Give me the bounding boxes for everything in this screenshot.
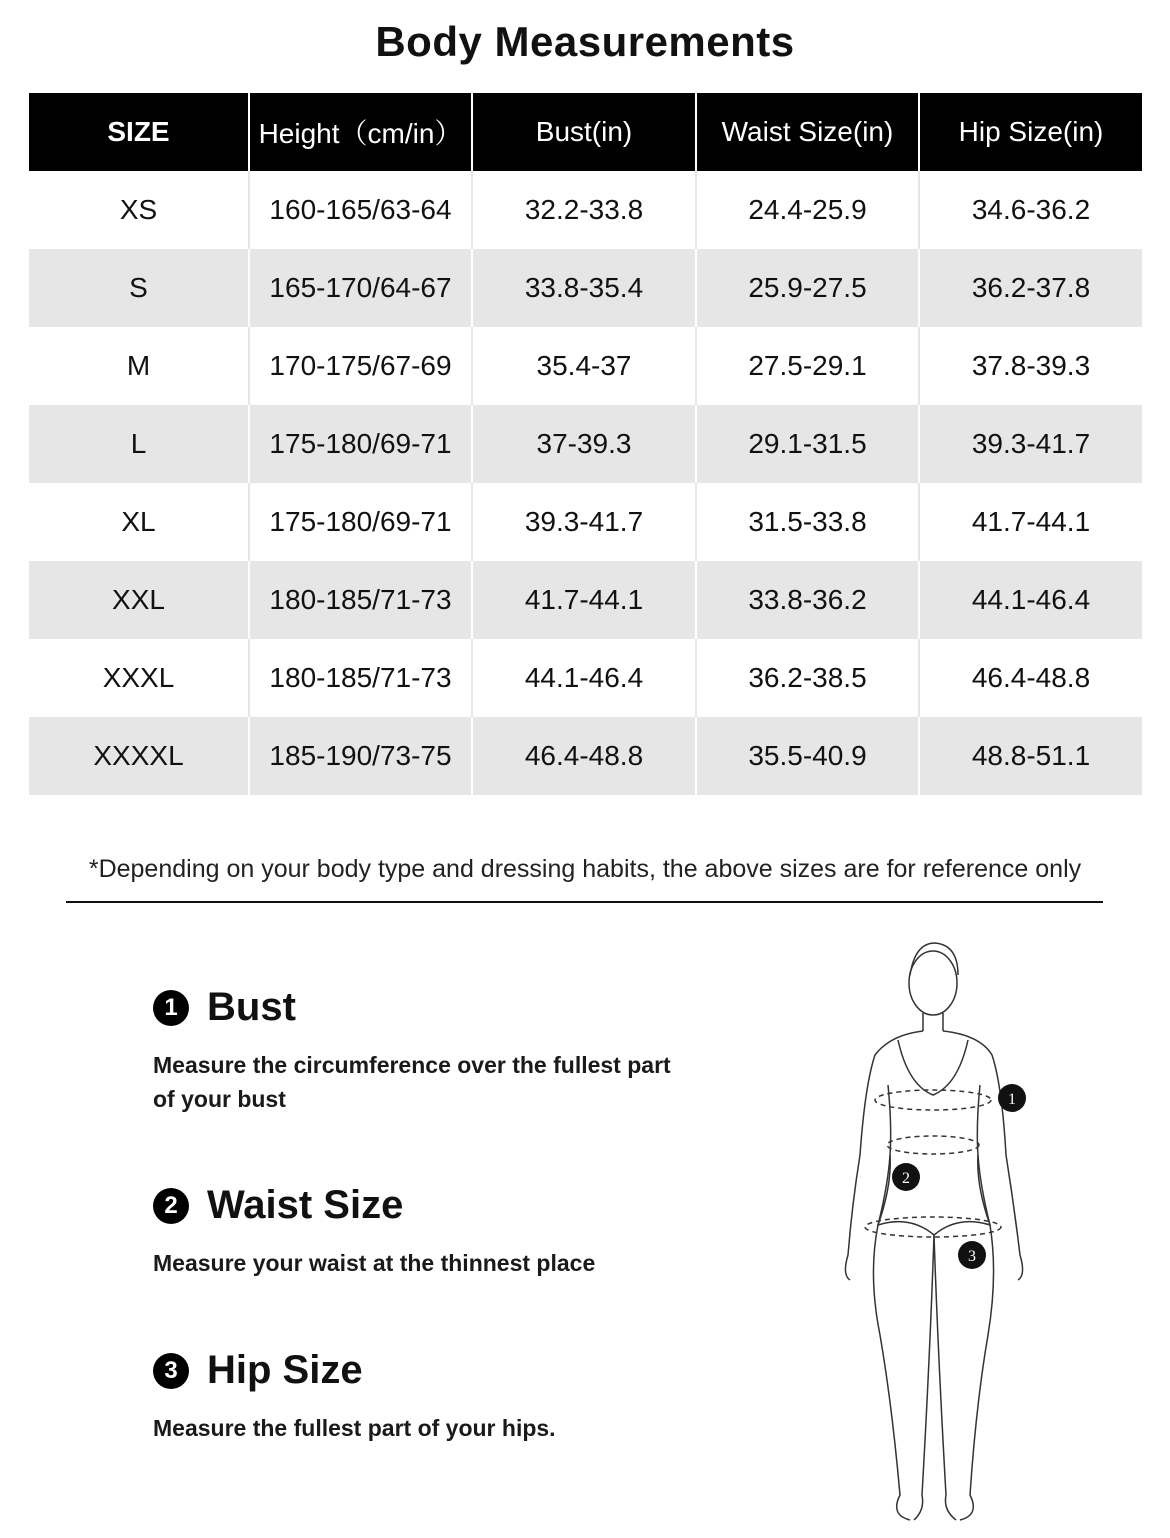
marker-1: 1 bbox=[1008, 1091, 1016, 1108]
measure-title: Bust bbox=[207, 985, 296, 1029]
divider bbox=[66, 901, 1103, 903]
header-size: SIZE bbox=[29, 93, 249, 171]
size-cell: S bbox=[29, 249, 249, 327]
waist-cell: 35.5-40.9 bbox=[696, 717, 919, 795]
header-height: Height（cm/in） bbox=[249, 93, 472, 171]
hip-cell: 44.1-46.4 bbox=[919, 561, 1142, 639]
table-row bbox=[29, 249, 1142, 327]
hip-cell: 41.7-44.1 bbox=[919, 483, 1142, 561]
size-cell: XL bbox=[121, 506, 156, 537]
number-2-icon: 2 bbox=[153, 1188, 189, 1224]
header-hip: Hip Size(in) bbox=[919, 93, 1142, 171]
height-cell: 175-180/69-71 bbox=[249, 405, 472, 483]
waist-cell: 25.9-27.5 bbox=[696, 249, 919, 327]
size-cell: XXL bbox=[29, 561, 249, 639]
bust-cell: 37-39.3 bbox=[472, 405, 696, 483]
size-cell: M bbox=[126, 350, 151, 381]
measure-hip bbox=[153, 1348, 673, 1445]
waist-cell: 33.8-36.2 bbox=[696, 561, 919, 639]
measure-title: Hip Size bbox=[207, 1348, 363, 1392]
bust-cell: 41.7-44.1 bbox=[472, 561, 696, 639]
measure-description: Measure the fullest part of your hips. bbox=[153, 1415, 556, 1441]
page-title: Body Measurements bbox=[375, 18, 795, 65]
measure-bust bbox=[153, 985, 673, 1116]
table-row bbox=[29, 561, 1142, 639]
height-cell: 180-185/71-73 bbox=[249, 639, 472, 717]
bust-cell: 44.1-46.4 bbox=[472, 639, 696, 717]
header-waist: Waist Size(in) bbox=[696, 93, 919, 171]
marker-2: 2 bbox=[902, 1170, 910, 1187]
table-row bbox=[29, 171, 1142, 249]
height-cell: 165-170/64-67 bbox=[249, 249, 472, 327]
body-figure-illustration bbox=[830, 935, 1050, 1535]
hip-cell: 37.8-39.3 bbox=[919, 327, 1142, 405]
table-row bbox=[29, 405, 1142, 483]
bust-cell: 35.4-37 bbox=[472, 327, 696, 405]
number-1-icon: 1 bbox=[153, 990, 189, 1026]
measure-title: Waist Size bbox=[207, 1183, 404, 1227]
size-cell: XXXXL bbox=[29, 717, 249, 795]
height-cell: 180-185/71-73 bbox=[249, 561, 472, 639]
bust-cell: 33.8-35.4 bbox=[472, 249, 696, 327]
table-row bbox=[29, 483, 1142, 561]
measure-waist bbox=[153, 1183, 673, 1280]
hip-cell: 36.2-37.8 bbox=[919, 249, 1142, 327]
table-header-row bbox=[29, 93, 1142, 171]
waist-cell: 24.4-25.9 bbox=[696, 171, 919, 249]
bust-cell: 39.3-41.7 bbox=[472, 483, 696, 561]
height-cell: 160-165/63-64 bbox=[249, 171, 472, 249]
height-cell: 185-190/73-75 bbox=[249, 717, 472, 795]
measure-description: Measure the circumference over the fullest part of your bust bbox=[153, 1052, 671, 1112]
header-bust: Bust(in) bbox=[472, 93, 696, 171]
bust-cell: 32.2-33.8 bbox=[472, 171, 696, 249]
table-row bbox=[29, 639, 1142, 717]
hip-cell: 34.6-36.2 bbox=[919, 171, 1142, 249]
reference-note: *Depending on your body type and dressing habits, the above sizes are for reference only bbox=[88, 855, 1082, 883]
size-cell: L bbox=[29, 405, 249, 483]
size-cell: XS bbox=[119, 194, 158, 225]
hip-cell: 39.3-41.7 bbox=[919, 405, 1142, 483]
height-cell: 170-175/67-69 bbox=[249, 327, 472, 405]
size-chart-table bbox=[29, 93, 1142, 795]
hip-cell: 48.8-51.1 bbox=[919, 717, 1142, 795]
waist-cell: 27.5-29.1 bbox=[696, 327, 919, 405]
table-row bbox=[29, 717, 1142, 795]
table-row bbox=[29, 327, 1142, 405]
height-cell: 175-180/69-71 bbox=[249, 483, 472, 561]
hip-cell: 46.4-48.8 bbox=[919, 639, 1142, 717]
waist-cell: 36.2-38.5 bbox=[696, 639, 919, 717]
waist-cell: 31.5-33.8 bbox=[696, 483, 919, 561]
waist-cell: 29.1-31.5 bbox=[696, 405, 919, 483]
figure-markers bbox=[892, 1084, 1026, 1269]
measure-description: Measure your waist at the thinnest place bbox=[153, 1250, 596, 1276]
marker-3: 3 bbox=[968, 1248, 976, 1265]
bust-cell: 46.4-48.8 bbox=[472, 717, 696, 795]
number-3-icon: 3 bbox=[153, 1353, 189, 1389]
size-cell: XXXL bbox=[102, 662, 175, 693]
